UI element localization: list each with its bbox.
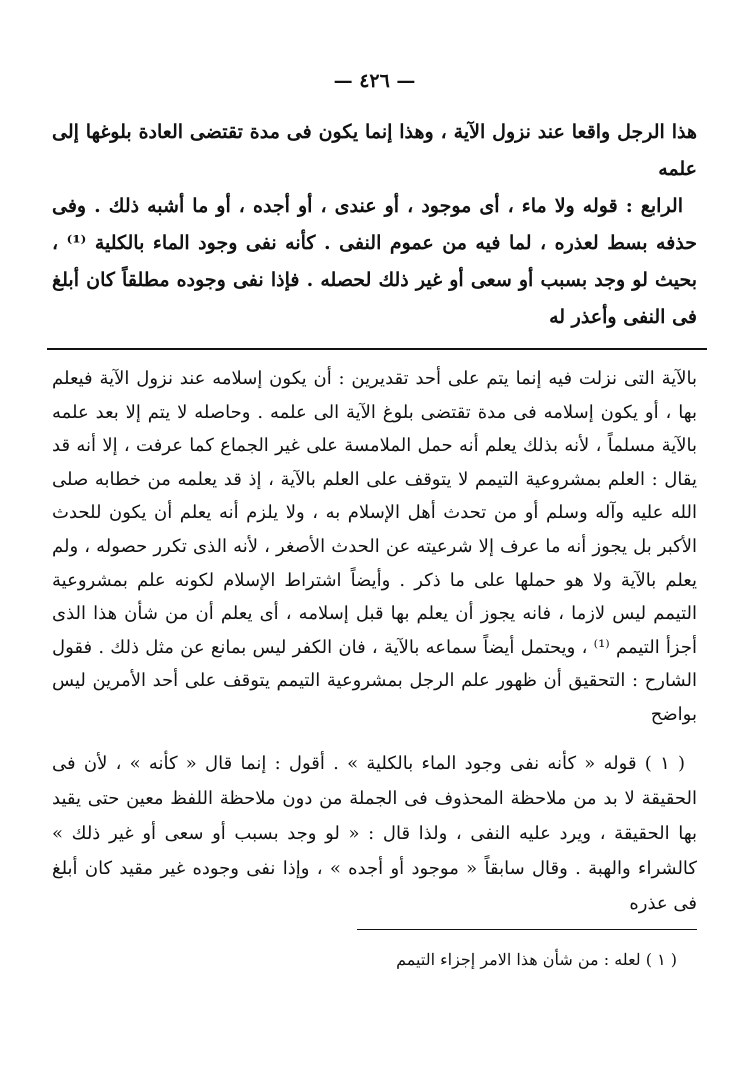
main-paragraph-1: هذا الرجل واقعا عند نزول الآية ، وهذا إنما يكون فى مدة تقتضى العادة بلوغها إلى علمه bbox=[52, 121, 697, 180]
footnote-text: ( ١ ) لعله : من شأن هذا الامر إجزاء التيمم bbox=[396, 949, 677, 969]
section-divider bbox=[47, 348, 707, 350]
commentary-paragraph: بالآية التى نزلت فيه إنما يتم على أحد تقديرين : أن يكون إسلامه عند نزول الآية فيعلم بها ، أو يكون إسلامه فى مدة تقتضى بلوغ الآية الى علمه . وحاصله لا يتم إلا بعد علمه بالآية مسلماً ، لأنه بذلك يعلم أنه حمل الملامسة على غير الجماع كما عرفت ، إلا أنه قد يقال : العلم بمشروعية التيمم لا يتوقف على العلم بالآية ، إذ قد يعلمه من خطابه صلى الله عليه وآله وسلم أو من تحدث أهل الإسلام به ، ولا يلزم أنه يعلم أن يكون للحدث الأكبر بل يجوز أنه ما عرف إلا شرعيته عن الحدث الأصغر ، لأنه الذى تكرر حصوله ، ولم يعلم بالآية ولا هو حملها على ما ذكر . وأيضاً اشتراط الإسلام لكونه علم بمشروعية التيمم ليس لازما ، فانه يجوز أن يعلم بها قبل إسلامه ، أى يعلم أن من شأن هذا الذى أجزأ التيمم ⁽¹⁾ ، ويحتمل أيضاً سماعه بالآية ، فان الكفر ليس بمانع عن مثل ذلك . فقول الشارح : التحقيق أن ظهور علم الرجل بمشروعية التيمم يتوقف على أحد الأمرين ليس بواضح bbox=[52, 368, 697, 725]
main-paragraph-2: الرابع : قوله ولا ماء ، أى موجود ، أو عندى ، أو أجده ، أو ما أشبه ذلك . وفى حذفه بسط لعذره ، لما فيه من عموم النفى . كأنه نفى وجود الماء بالكلية ⁽¹⁾ ، بحيث لو وجد بسبب أو سعى أو غير ذلك لحصله . فإذا نفى وجوده مطلقاً كان أبلغ فى النفى وأعذر له bbox=[52, 195, 698, 328]
main-text bbox=[52, 114, 697, 336]
footnote-block bbox=[52, 946, 697, 974]
commentary-block bbox=[52, 362, 697, 732]
notes-block bbox=[52, 746, 697, 921]
note-paragraph: ( ١ ) قوله « كأنه نفى وجود الماء بالكلية » . أقول : إنما قال « كأنه » ، لأن فى الحقيقة لا بد من ملاحظة المحذوف فى الجملة من دون ملاحظة اللفظ معين حتى يقيد بها الحقيقة ، ويرد عليه النفى ، ولذا قال : « لو وجد بسبب أو سعى أو غير ذلك » كالشراء والهبة . وقال سابقاً « موجود أو أجده » ، وإذا نفى وجوده غير مقيد كان أبلغ فى عذره bbox=[52, 752, 697, 914]
footnote-divider bbox=[357, 929, 697, 930]
page-number: — ٤٢٦ — bbox=[333, 70, 416, 92]
